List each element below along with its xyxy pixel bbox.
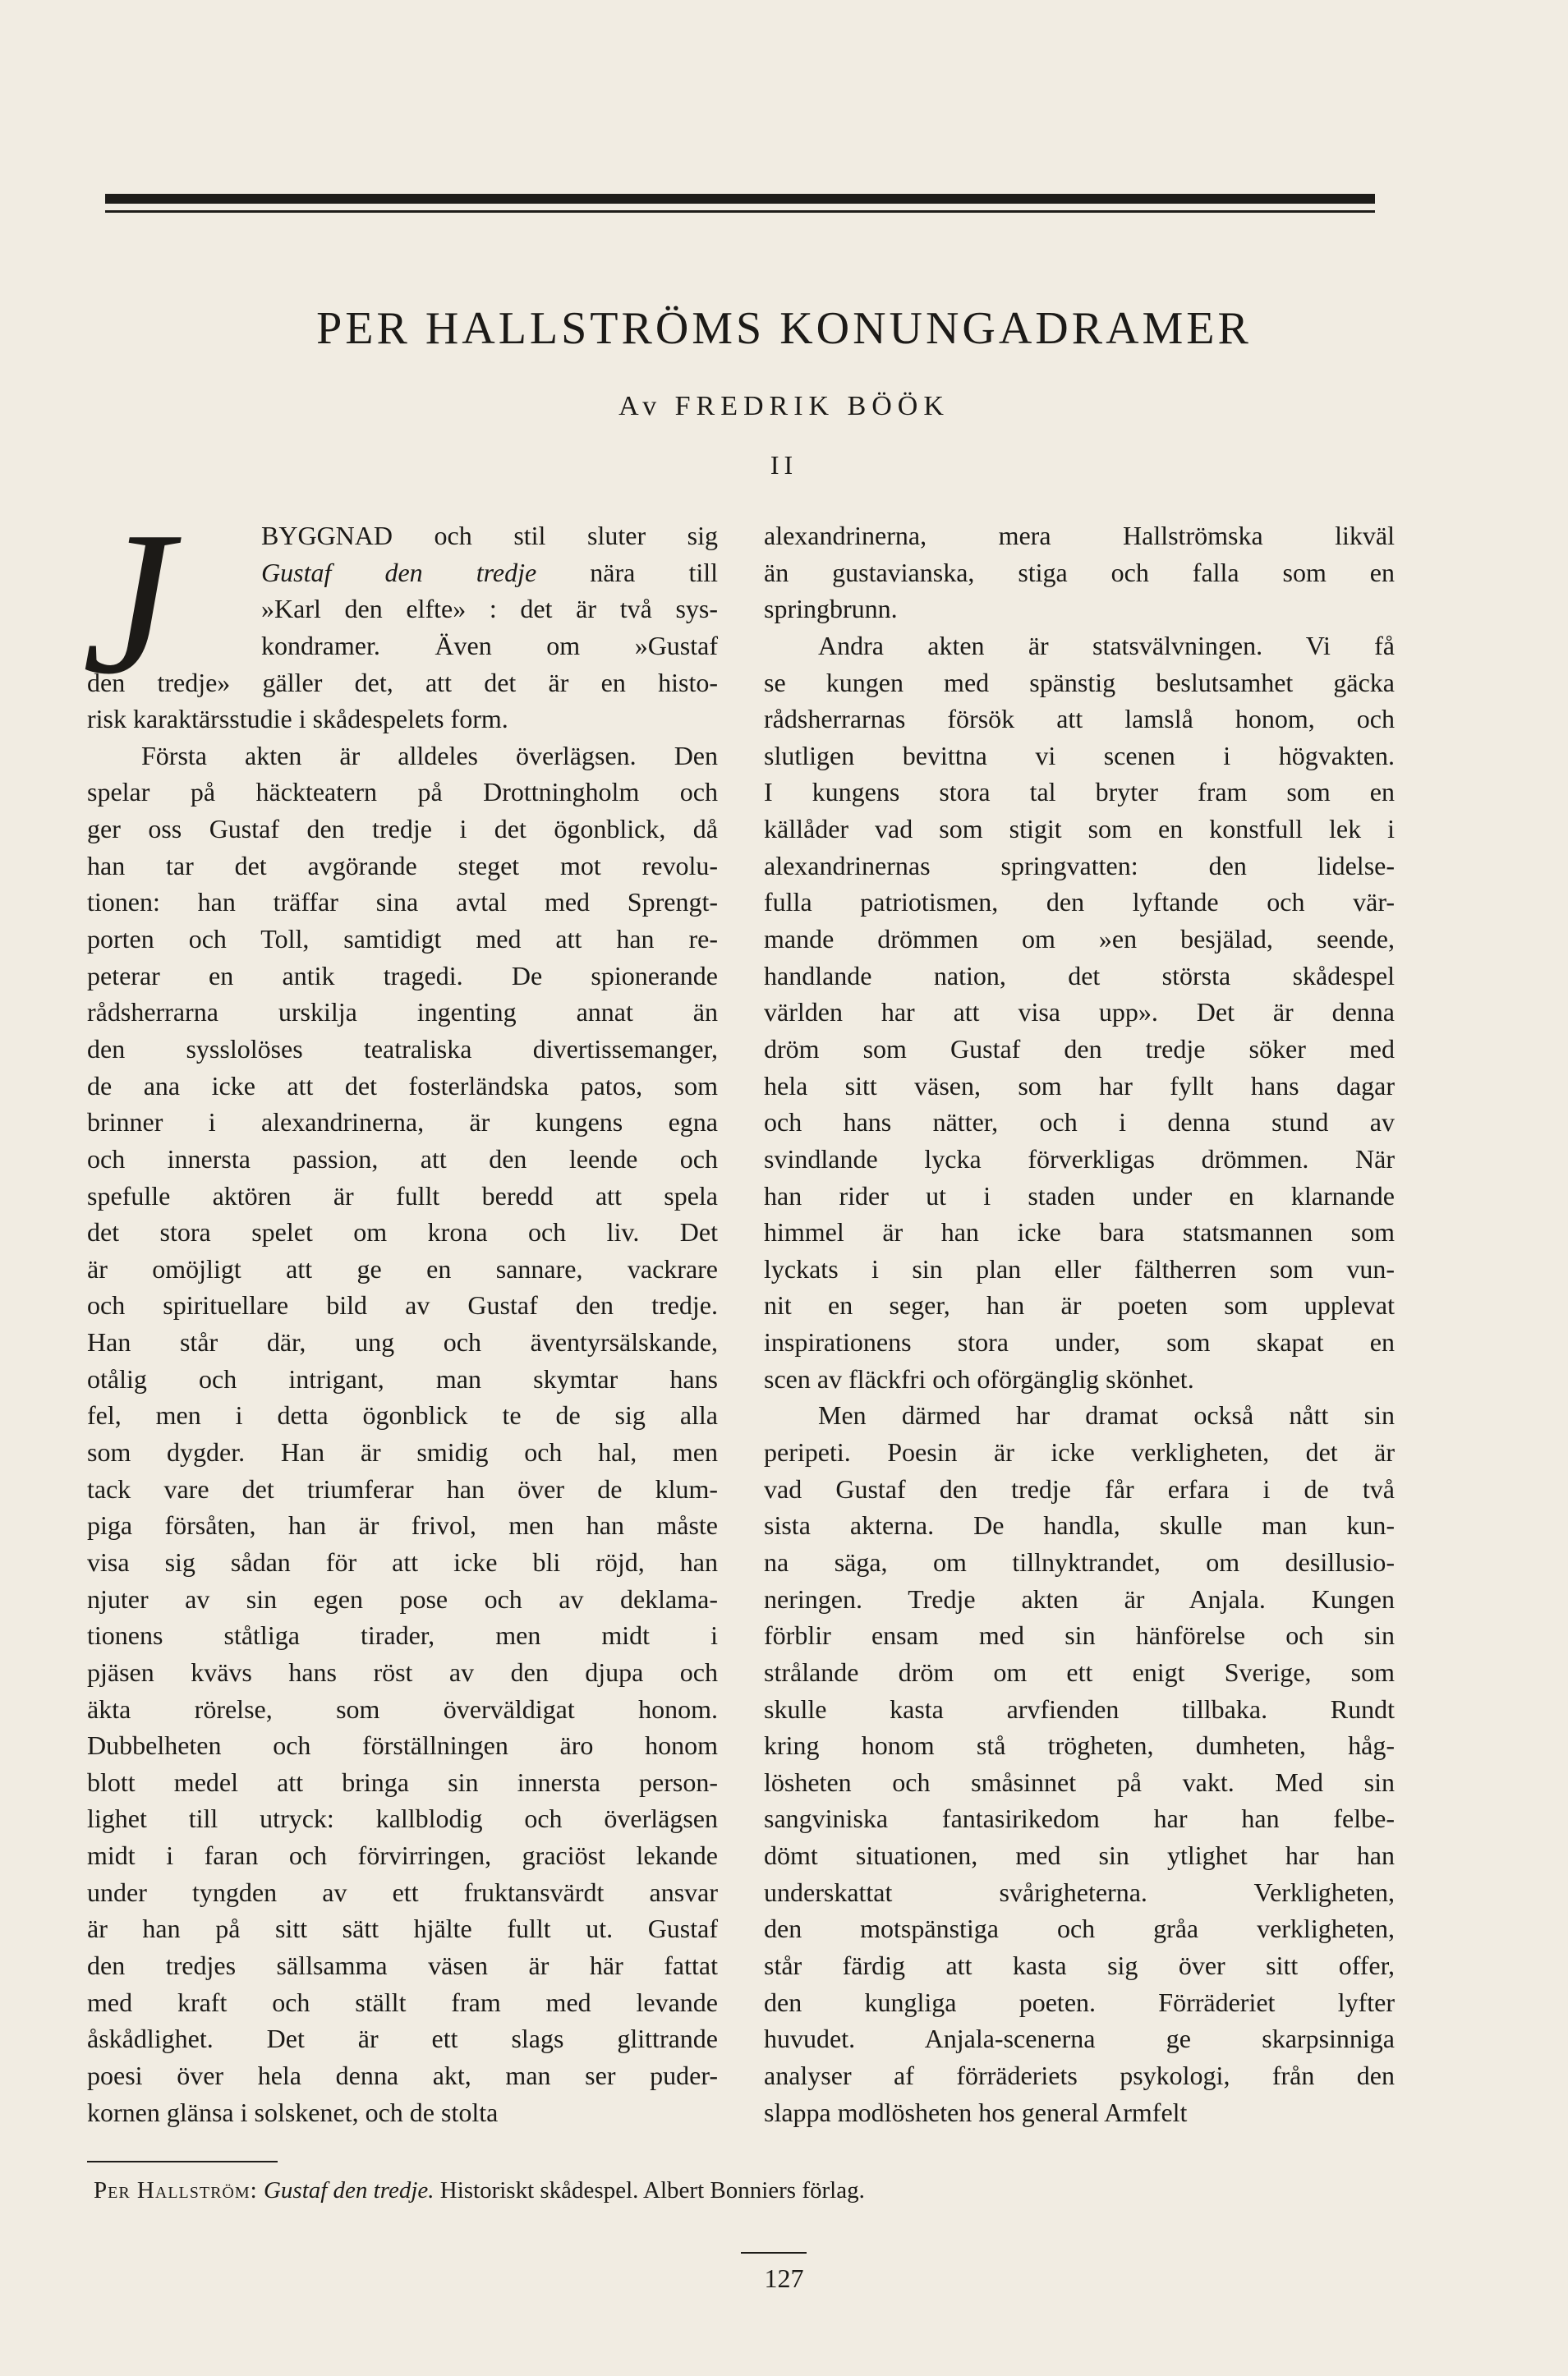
text-line: kondramer. Även om »Gustaf <box>261 630 718 660</box>
text-line: de ana icke att det fosterländska patos, som <box>87 1070 718 1101</box>
text-line: fulla patriotismen, den lyftande och vär- <box>764 887 1395 917</box>
text-line: underskattat svårigheterna. Verkligheten, <box>764 1877 1395 1907</box>
text-line: spelar på häckteatern på Drottningholm och <box>87 777 718 807</box>
text-line: han rider ut i staden under en klarnande <box>764 1180 1395 1211</box>
text-line: kring honom stå trögheten, dumheten, håg- <box>764 1730 1395 1761</box>
text-line: I kungens stora tal bryter fram som en <box>764 777 1395 807</box>
text-line: lösheten och småsinnet på vakt. Med sin <box>764 1767 1395 1797</box>
text-line: huvudet. Anjala-scenerna ge skarpsinniga <box>764 2024 1395 2054</box>
text-line: analyser af förräderiets psykologi, från den <box>764 2060 1395 2090</box>
text-line: den kungliga poeten. Förräderiet lyfter <box>764 1987 1395 2017</box>
right-column <box>764 517 1395 2130</box>
text-line: rådsherrarnas försök att lamslå honom, och <box>764 704 1395 734</box>
text-line: BYGGNAD och stil sluter sig <box>261 521 718 550</box>
text-line: den tredje» gäller det, att det är en histo- <box>87 667 718 697</box>
text-line: springbrunn. <box>764 594 898 624</box>
text-line: han tar det avgörande steget mot revolu- <box>87 850 718 880</box>
text-line: »Karl den elfte» : det är två sys- <box>261 594 718 624</box>
text-line: Men därmed har dramat också nått sin <box>818 1400 1395 1431</box>
text-line: sangviniska fantasirikedom har han felbe- <box>764 1804 1395 1834</box>
text-line: lighet till utryck: kallblodig och överlägsen <box>87 1804 718 1834</box>
text-line: än gustavianska, stiga och falla som en <box>764 557 1395 587</box>
text-line: dröm som Gustaf den tredje söker med <box>764 1033 1395 1064</box>
header-rule-thick <box>105 194 1375 204</box>
article-byline: Av FREDRIK BÖÖK <box>618 391 950 421</box>
text-line: slutligen bevittna vi scenen i högvakten. <box>764 740 1395 770</box>
header-rule-thin <box>105 210 1375 213</box>
text-line: pjäsen kvävs hans röst av den djupa och <box>87 1657 718 1687</box>
part-number: II <box>770 450 798 480</box>
footnote <box>94 2176 865 2207</box>
text-line: neringen. Tredje akten är Anjala. Kungen <box>764 1583 1395 1614</box>
text-line: poesi över hela denna akt, man ser puder- <box>87 2060 718 2090</box>
text-line: visa sig sådan för att icke bli röjd, han <box>87 1546 718 1577</box>
text-line: fel, men i detta ögonblick te de sig alla <box>87 1400 718 1431</box>
text-line: slappa modlösheten hos general Armfelt <box>764 2097 1188 2127</box>
text-line: peripeti. Poesin är icke verkligheten, det är <box>764 1437 1395 1468</box>
article-title: PER HALLSTRÖMS KONUNGADRAMER <box>316 303 1252 354</box>
text-line: kornen glänsa i solskenet, och de stolta <box>87 2097 499 2127</box>
text-line: piga försåten, han är frivol, men han måste <box>87 1510 718 1541</box>
page-number-rule <box>741 2252 807 2254</box>
text-line: scen av fläckfri och oförgänglig skönhet. <box>764 1363 1194 1394</box>
text-line: alexandrinerna, mera Hallströmska likväl <box>764 521 1395 550</box>
text-line: som dygder. Han är smidig och hal, men <box>87 1437 718 1468</box>
text-line: den tredjes sällsamma väsen är här fattat <box>87 1950 718 1980</box>
text-line: den sysslolöses teatraliska divertissemanger, <box>87 1033 718 1064</box>
text-line: se kungen med spänstig beslutsamhet gäcka <box>764 667 1395 697</box>
text-line: Dubbelheten och förställningen äro honom <box>87 1730 718 1761</box>
page-number: 127 <box>764 2263 804 2293</box>
text-line: rådsherrarna urskilja ingenting annat än <box>87 997 718 1027</box>
text-line: den motspänstiga och gråa verkligheten, <box>764 1914 1395 1944</box>
text-line: risk karaktärsstudie i skådespelets form. <box>87 704 508 734</box>
text-line: och spirituellare bild av Gustaf den tredje. <box>87 1290 718 1321</box>
text-line: blott medel att bringa sin innersta person- <box>87 1767 718 1797</box>
text-line: handlande nation, det största skådespel <box>764 960 1395 990</box>
text-line: Gustaf den tredje nära till <box>261 557 718 587</box>
text-line: skulle kasta arvfienden tillbaka. Rundt <box>764 1694 1395 1724</box>
text-line: under tyngden av ett fruktansvärdt ansvar <box>87 1877 718 1907</box>
left-column <box>87 517 718 2130</box>
footnote-author: Per Hallström: <box>94 2177 258 2204</box>
text-line: sista akterna. De handla, skulle man kun- <box>764 1510 1395 1541</box>
text-line: är omöjligt att ge en sannare, vackrare <box>87 1253 718 1284</box>
text-line: tionen: han träffar sina avtal med Sprengt- <box>87 887 718 917</box>
footnote-rule <box>87 2161 278 2162</box>
text-line: äkta rörelse, som överväldigat honom. <box>87 1694 718 1724</box>
text-line: inspirationens stora under, som skapat en <box>764 1327 1395 1358</box>
text-line: världen har att visa upp». Det är denna <box>764 997 1395 1027</box>
text-line: porten och Toll, samtidigt med att han re- <box>87 924 718 954</box>
text-line: strålande dröm om ett enigt Sverige, som <box>764 1657 1395 1687</box>
drop-cap: J <box>82 489 173 717</box>
text-line: mande drömmen om »en besjälad, seende, <box>764 924 1395 954</box>
footnote-book-title: Gustaf den tredje. <box>263 2177 435 2204</box>
text-line: hela sitt väsen, som har fyllt hans dagar <box>764 1070 1395 1101</box>
text-line: ger oss Gustaf den tredje i det ögonblick, då <box>87 814 718 844</box>
text-line: är han på sitt sätt hjälte fullt ut. Gustaf <box>87 1914 718 1944</box>
text-line: peterar en antik tragedi. De spionerande <box>87 960 718 990</box>
text-line: njuter av sin egen pose och av deklama- <box>87 1583 718 1614</box>
text-line: na säga, om tillnyktrandet, om desillusio- <box>764 1546 1395 1577</box>
text-line: tionens ståtliga tirader, men midt i <box>87 1620 718 1651</box>
text-line: himmel är han icke bara statsmannen som <box>764 1217 1395 1248</box>
text-line: brinner i alexandrinerna, är kungens egna <box>87 1107 718 1137</box>
text-line: åskådlighet. Det är ett slags glittrande <box>87 2024 718 2054</box>
text-line: svindlande lycka förverkligas drömmen. När <box>764 1143 1395 1174</box>
text-line: otålig och intrigant, man skymtar hans <box>87 1363 718 1394</box>
text-line: midt i faran och förvirringen, graciöst lekande <box>87 1841 718 1871</box>
text-line: och hans nätter, och i denna stund av <box>764 1107 1395 1137</box>
text-line: alexandrinernas springvatten: den lidelse- <box>764 850 1395 880</box>
text-line: med kraft och ställt fram med levande <box>87 1987 718 2017</box>
text-line: det stora spelet om krona och liv. Det <box>87 1217 718 1248</box>
text-line: förblir ensam med sin hänförelse och sin <box>764 1620 1395 1651</box>
text-line: nit en seger, han är poeten som upplevat <box>764 1290 1395 1321</box>
text-line: Han står där, ung och äventyrsälskande, <box>87 1327 718 1358</box>
text-line: källåder vad som stigit som en konstfull lek i <box>764 814 1395 844</box>
footnote-publisher: Historiskt skådespel. Albert Bonniers förlag. <box>439 2177 865 2204</box>
text-line: dömt situationen, med sin ytlighet har han <box>764 1841 1395 1871</box>
text-line: står färdig att kasta sig över sitt offer, <box>764 1950 1395 1980</box>
text-line: och innersta passion, att den leende och <box>87 1143 718 1174</box>
text-line: tack vare det triumferar han över de klum- <box>87 1473 718 1504</box>
text-line: lyckats i sin plan eller fältherren som vun- <box>764 1253 1395 1284</box>
text-line: Första akten är alldeles överlägsen. Den <box>141 740 718 770</box>
text-line: vad Gustaf den tredje får erfara i de två <box>764 1473 1395 1504</box>
text-line: Andra akten är statsvälvningen. Vi få <box>818 630 1395 660</box>
text-line: spefulle aktören är fullt beredd att spela <box>87 1180 718 1211</box>
